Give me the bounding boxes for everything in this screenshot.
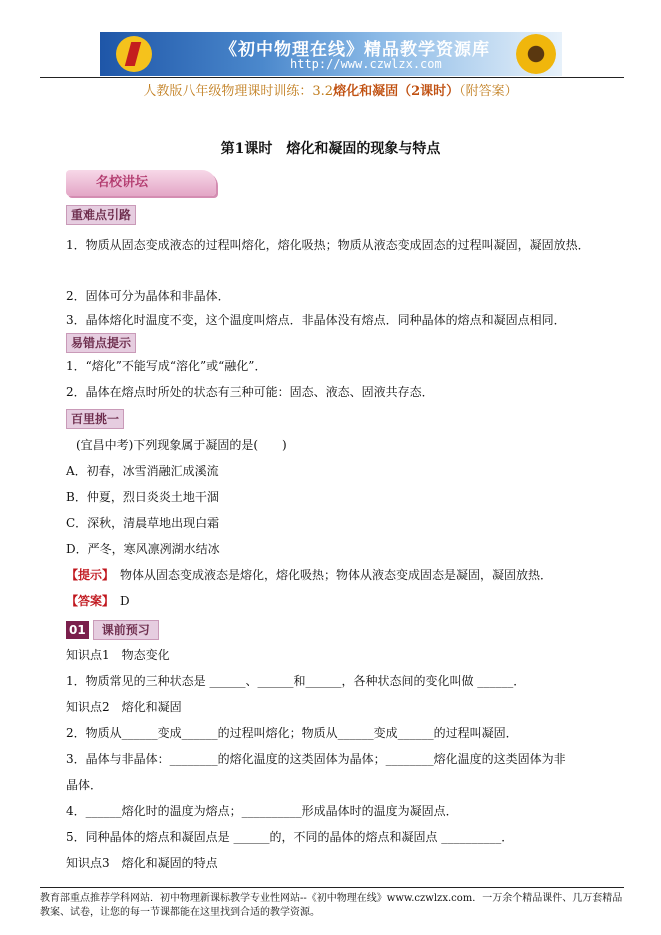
site-logo-icon [116, 36, 152, 72]
banner-url[interactable]: http://www.czwlzx.com [290, 57, 442, 71]
footer-rule [40, 887, 624, 888]
header-banner [100, 32, 562, 76]
key-points-label: 重难点引路 [66, 205, 136, 225]
question-text: (宜昌中考)下列现象属于凝固的是( ) [76, 438, 287, 452]
doc-title-prefix: 人教版八年级物理课时训练：3.2 [143, 84, 334, 99]
key-point-3: 3．晶体熔化时温度不变，这个温度叫熔点．非晶体没有熔点．同种晶体的熔点和凝固点相同． [66, 313, 566, 327]
knowledge-point-2: 知识点2 熔化和凝固 [66, 700, 182, 714]
answer-row [66, 593, 130, 609]
key-point-2: 2．固体可分为晶体和非晶体． [66, 289, 230, 303]
footer-text: 教育部重点推荐学科网站．初中物理新课标教学专业性网站--《初中物理在线》www.czwlzx.com．一万余个精品课件、几万套精品教案、试卷，让您的每一节课都能在这里找到合适的教学资源。 [40, 893, 623, 918]
answer-value: D [120, 594, 130, 608]
knowledge-point-3: 知识点3 熔化和凝固的特点 [66, 856, 218, 870]
hint-row [66, 567, 552, 583]
doc-title-main: 熔化和凝固（2课时） [333, 84, 460, 99]
preview-question-3-cont: 晶体． [66, 778, 103, 792]
header-rule [40, 77, 624, 78]
option-a: A．初春，冰雪消融汇成溪流 [66, 464, 219, 478]
preview-section-header [66, 620, 159, 638]
preview-question-4: 4．______熔化时的温度为熔点；__________形成晶体时的温度为凝固点． [66, 804, 458, 818]
mistake-1: 1．“熔化”不能写成“溶化”或“融化”． [66, 359, 267, 373]
preview-question-3: 3．晶体与非晶体：________的熔化温度的这类固体为晶体；________熔化温度的这类固体为非 [66, 752, 566, 766]
mistakes-label: 易错点提示 [66, 333, 136, 353]
doc-title-suffix: （附答案） [459, 84, 518, 99]
sunflower-icon [516, 34, 556, 74]
preview-section-number: 01 [66, 621, 89, 639]
banner-title: 《初中物理在线》精品教学资源库 [220, 40, 490, 60]
option-b: B．仲夏，烈日炎炎土地干涸 [66, 490, 219, 504]
preview-question-5: 5．同种晶体的熔点和凝固点是 ______的，不同的晶体的熔点和凝固点 __________． [66, 830, 514, 844]
option-d: D．严冬，寒风凛冽湖水结冰 [66, 542, 220, 556]
key-point-1: 1．物质从固态变成液态的过程叫熔化，熔化吸热；物质从液态变成固态的过程叫凝固，凝固放热． [66, 238, 590, 252]
lesson-title: 第1课时 熔化和凝固的现象与特点 [220, 141, 441, 157]
hint-text: 物体从固态变成液态是熔化，熔化吸热；物体从液态变成固态是凝固，凝固放热． [120, 568, 553, 582]
preview-question-1: 1．物质常见的三种状态是 ______、______和______，各种状态间的变化叫做 ______． [66, 674, 526, 688]
option-c: C．深秋，清晨草地出现白霜 [66, 516, 220, 530]
document-title [0, 80, 661, 99]
mistake-2: 2．晶体在熔点时所处的状态有三种可能：固态、液态、固液共存态． [66, 385, 434, 399]
hint-label: 【提示】 [66, 568, 109, 582]
preview-question-2: 2．物质从______变成______的过程叫熔化；物质从______变成______的过程叫凝固． [66, 726, 518, 740]
mingxiao-banner: 名校讲坛 [66, 170, 216, 196]
choose-one-label: 百里挑一 [66, 409, 124, 429]
answer-label: 【答案】 [66, 594, 109, 608]
preview-section-label: 课前预习 [93, 620, 159, 640]
knowledge-point-1: 知识点1 物态变化 [66, 648, 170, 662]
